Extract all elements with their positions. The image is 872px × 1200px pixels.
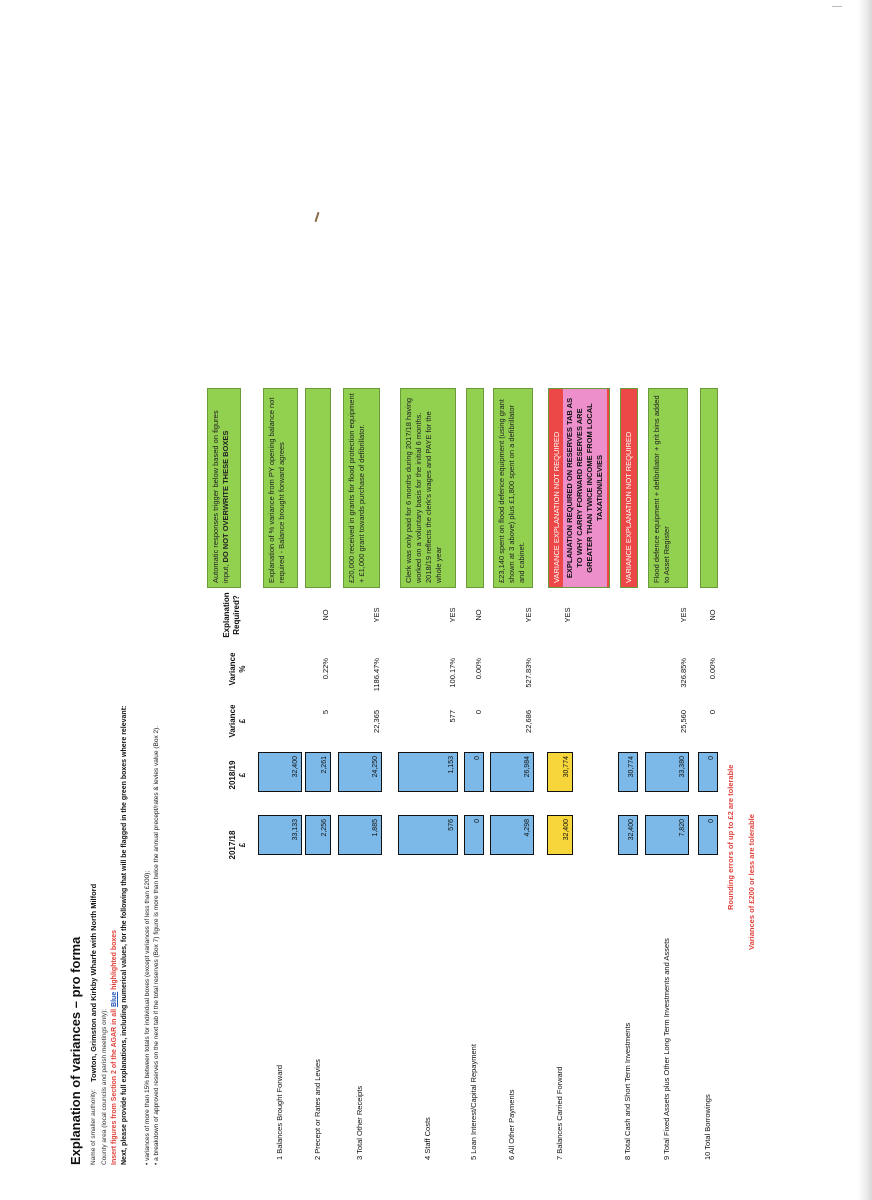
variance-pound: 25,560 xyxy=(679,710,688,733)
explanation-box[interactable] xyxy=(305,388,331,588)
auto-response-note: Automatic responses trigger below based on figures input, DO NOT OVERWRITE THESE BOXES xyxy=(207,388,241,588)
explanation-text: Clerk was only paid for 6 months during 2017/18 having worked on a voluntary basis for the initial 6 months. 2018/19 reflects the clerk's wages and PAYE for the whole year xyxy=(404,397,443,583)
input-box-2017-18[interactable]: 7,820 xyxy=(645,815,689,855)
header-variance-percent: Variance % xyxy=(228,652,247,686)
row-label: 2 Precept or Rates and Levies xyxy=(313,1059,322,1160)
input-box-2017-18[interactable]: 32,400 xyxy=(547,815,573,855)
input-box-2018-19[interactable]: 1,153 xyxy=(398,752,458,792)
row-label: 6 All Other Payments xyxy=(507,1089,516,1160)
county-area-label: County area (local councils and parish meetings only): xyxy=(101,1008,108,1165)
explanation-text: £23,140 spent on flood defence equipment (using grant shown at 3 above) plus £1,800 spent on a defibrillator and cabinet. xyxy=(497,399,526,583)
input-box-2017-18[interactable]: 33,133 xyxy=(258,815,302,855)
header-explanation-required: Explanation Required? xyxy=(222,592,241,638)
variance-pound: 5 xyxy=(321,710,330,715)
input-box-2018-19[interactable]: 30,774 xyxy=(618,752,638,792)
variance-percent: 527.83% xyxy=(524,658,533,688)
explanation-text: Explanation of % variance from PY opening balance not required - Balance brought forward agrees xyxy=(267,397,286,583)
explanation-box[interactable] xyxy=(343,388,380,588)
footer-rounding-note: Rounding errors of up to £2 are tolerable xyxy=(726,764,735,910)
variance-pound: 577 xyxy=(448,710,457,723)
explanation-box[interactable] xyxy=(493,388,533,588)
explanation-text: VARIANCE EXPLANATION NOT REQUIRED xyxy=(552,431,561,583)
variance-pound: 0 xyxy=(708,710,717,715)
instruction-insert-figures xyxy=(111,930,118,1165)
explanation-required: NO xyxy=(321,609,330,621)
header-2018-19: 2018/19 £ xyxy=(228,760,247,790)
row-label: 3 Total Other Receipts xyxy=(355,1085,364,1160)
instruction-blue-word: Blue xyxy=(111,991,118,1007)
explanation-text: Flood defence equipment + defibrillator + grit bins added to Asset Register xyxy=(652,395,671,583)
input-box-2018-19[interactable]: 0 xyxy=(464,752,484,792)
variance-percent: 1186.47% xyxy=(372,658,381,692)
input-box-2017-18[interactable]: 4,298 xyxy=(490,815,534,855)
explanation-box[interactable] xyxy=(466,388,484,588)
row-label: 8 Total Cash and Short Term Investments xyxy=(623,1022,632,1160)
variance-percent: 0.00% xyxy=(474,658,483,680)
explanation-required: YES xyxy=(372,607,381,623)
variance-pound: 22,686 xyxy=(524,710,533,733)
explanation-text: £20,000 received in grants for flood protection equipment + £1,000 grant towards purchase of defibrillator. xyxy=(347,393,366,583)
explanation-box[interactable] xyxy=(548,388,610,588)
explanation-box[interactable] xyxy=(263,388,298,588)
instruction-red-part-1: Insert figures from Section 2 of the AGAR in all xyxy=(111,1008,118,1165)
explanation-text: VARIANCE EXPLANATION NOT REQUIRED xyxy=(624,431,633,583)
explanation-box[interactable] xyxy=(700,388,718,588)
input-box-2018-19[interactable]: 0 xyxy=(698,752,718,792)
input-box-2018-19[interactable]: 30,774 xyxy=(547,752,573,792)
page-title: Explanation of variances – pro forma xyxy=(68,936,83,1165)
variance-percent: 0.22% xyxy=(321,658,330,680)
input-box-2017-18[interactable]: 2,256 xyxy=(305,815,331,855)
explanation-box[interactable] xyxy=(620,388,638,588)
explanation-box[interactable] xyxy=(648,388,688,588)
explanation-box[interactable] xyxy=(400,388,456,588)
header-variance-pound: Variance £ xyxy=(228,704,247,738)
explanation-required: YES xyxy=(679,607,688,623)
input-box-2018-19[interactable]: 2,261 xyxy=(305,752,331,792)
row-label: 1 Balances Brought Forward xyxy=(275,1064,284,1160)
input-box-2017-18[interactable]: 32,400 xyxy=(618,815,638,855)
input-box-2018-19[interactable]: 32,400 xyxy=(258,752,302,792)
authority-name: Towton, Grimston and Kirkby Wharfe with North Milford xyxy=(89,883,98,1082)
instruction-explanations: Next, please provide full explanations, including numerical values, for the following that will be flagged in the green boxes where relevant: xyxy=(121,705,128,1165)
explanation-required: YES xyxy=(563,607,572,623)
variance-percent: 0.00% xyxy=(708,658,717,680)
input-box-2017-18[interactable]: 576 xyxy=(398,815,458,855)
input-box-2017-18[interactable]: 0 xyxy=(464,815,484,855)
input-box-2018-19[interactable]: 33,380 xyxy=(645,752,689,792)
row-label: 10 Total Borrowings xyxy=(703,1094,712,1160)
row-label: 7 Balances Carried Forward xyxy=(555,1066,564,1160)
instruction-red-part-2: highlighted boxes xyxy=(111,929,118,990)
variance-pound: 22,365 xyxy=(372,710,381,733)
input-box-2018-19[interactable]: 24,250 xyxy=(338,752,382,792)
explanation-required: YES xyxy=(524,607,533,623)
variance-percent: 326.85% xyxy=(679,658,688,688)
explanation-required: NO xyxy=(474,609,483,621)
input-box-2018-19[interactable]: 26,984 xyxy=(490,752,534,792)
input-box-2017-18[interactable]: 0 xyxy=(698,815,718,855)
instruction-bullet-2: • a breakdown of approved reserves on the next tab if the total reserves (Box 7) figure is more than twice the annual precept/rates & levies value (Box 2). xyxy=(153,725,160,1165)
header-2017-18: 2017/18 £ xyxy=(228,830,247,860)
row-label: 4 Staff Costs xyxy=(423,1117,432,1160)
footer-variances-note: Variances of £200 or less are tolerable xyxy=(747,814,756,950)
explanation-required: YES xyxy=(448,607,457,623)
row-label: 5 Loan Interest/Capital Repayment xyxy=(469,1044,478,1160)
input-box-2017-18[interactable]: 1,885 xyxy=(338,815,382,855)
reserves-warning: EXPLANATION REQUIRED ON RESERVES TAB AS TO WHY CARRY FORWARD RESERVES ARE GREATER THAN TWICE INCOME FROM LOCAL TAXATION/LEVIES xyxy=(563,389,607,587)
instruction-bullet-1: • variances of more than 15% between totals for individual boxes (except variances of less than £200); xyxy=(144,870,151,1165)
authority-label: Name of smaller authority: xyxy=(90,1089,97,1165)
variance-percent: 100.17% xyxy=(448,658,457,688)
explanation-required: NO xyxy=(708,609,717,621)
variance-pound: 0 xyxy=(474,710,483,715)
row-label: 9 Total Fixed Assets plus Other Long Term Investments and Assets xyxy=(662,938,671,1160)
